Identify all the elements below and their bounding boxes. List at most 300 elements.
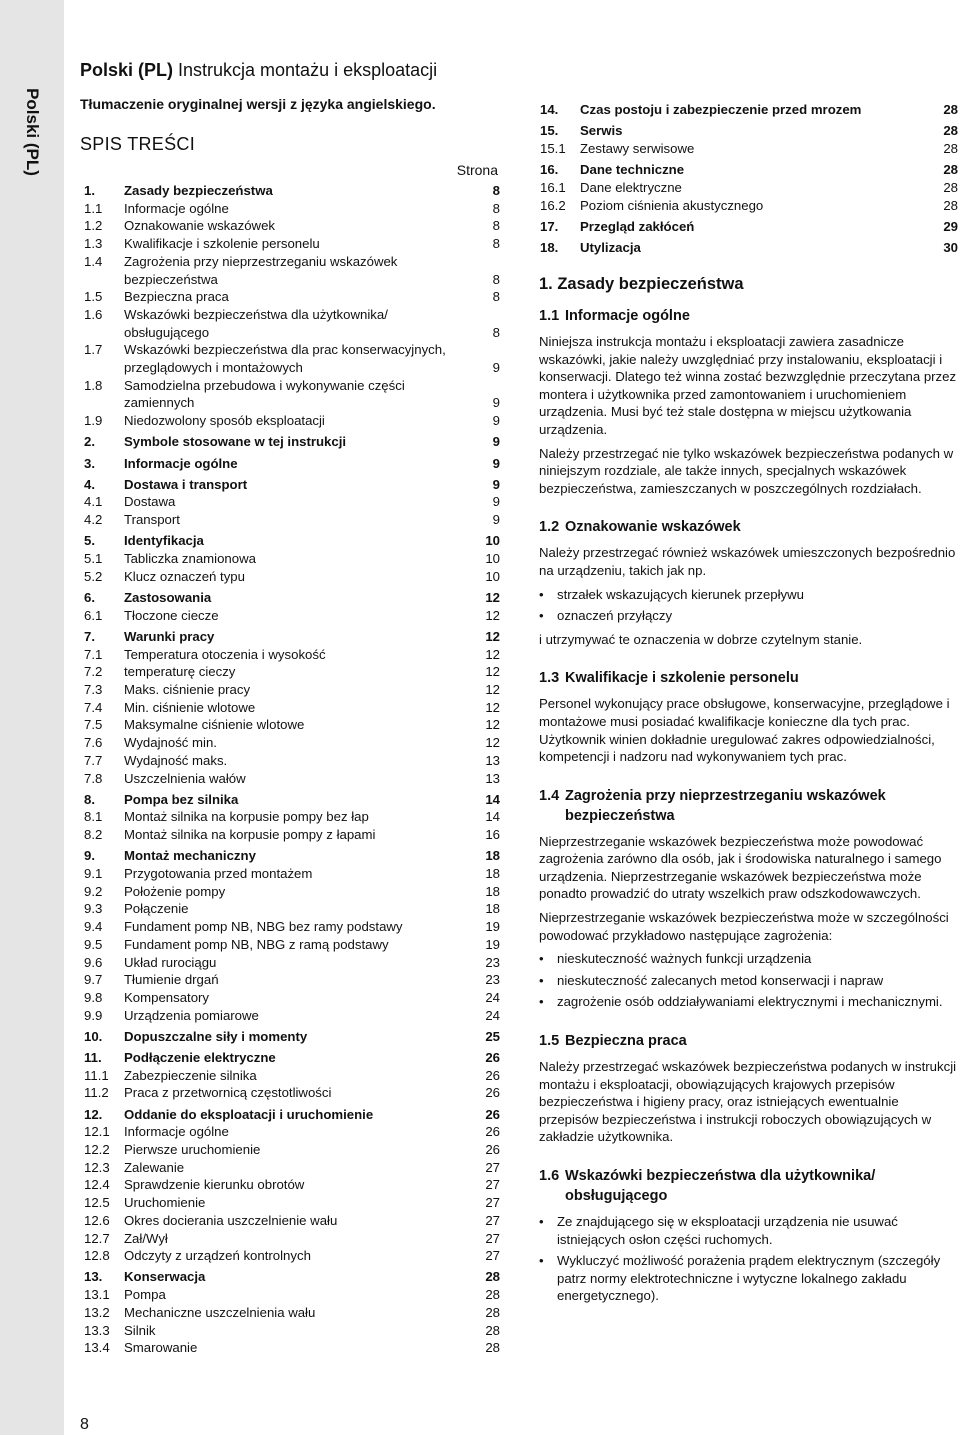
- toc-entry-number: 12.: [84, 1106, 103, 1122]
- toc-entry-title: Urządzenia pomiarowe: [124, 1007, 259, 1023]
- toc-entry-title: Wydajność min.: [124, 735, 217, 751]
- toc-entry-page: 12: [485, 589, 500, 605]
- subsection-heading: [539, 786, 957, 826]
- toc-entry-title: Dostawa i transport: [124, 476, 248, 492]
- toc-entry: [540, 101, 958, 119]
- toc-entry: [84, 1194, 500, 1212]
- toc-entry: [540, 179, 958, 197]
- toc-entry-number: 6.: [84, 589, 95, 605]
- toc-entry: [84, 1247, 500, 1265]
- toc-entry-page: 12: [485, 681, 500, 697]
- toc-entry-title: Zastosowania: [124, 589, 212, 605]
- toc-entry: [84, 550, 500, 568]
- toc-entry: [84, 808, 500, 826]
- toc-entry: [84, 253, 500, 288]
- toc-entry-page: 14: [485, 809, 500, 825]
- toc-entry: [84, 936, 500, 954]
- toc-entry-number: 1.5: [84, 289, 103, 305]
- toc-entry-title: temperaturę cieczy: [124, 664, 236, 680]
- toc-entry-title: Niedozwolony sposób eksploatacji: [124, 413, 325, 429]
- toc-entry-number: 16.2: [540, 197, 566, 213]
- toc-entry-number: 9.3: [84, 901, 103, 917]
- subsection-number: 1.3: [539, 670, 560, 687]
- toc-entry-page: 18: [485, 866, 500, 882]
- bullet-list: [539, 586, 957, 625]
- toc-entry-title: Przegląd zakłóceń: [580, 218, 695, 234]
- toc-entry-number: 18.: [540, 239, 559, 255]
- toc-entry: [84, 200, 500, 218]
- toc-entry-number: 10.: [84, 1028, 103, 1044]
- toc-entry-title: Dane techniczne: [580, 162, 685, 178]
- toc-entry-number: 8.1: [84, 809, 103, 825]
- toc-entry-title: Montaż silnika na korpusie pompy z łapami: [124, 827, 376, 843]
- subsection-heading: [539, 517, 957, 537]
- toc-entry: [84, 455, 500, 473]
- toc-entry-title: Tłumienie drgań: [124, 972, 219, 988]
- toc-entry-page: 12: [485, 717, 500, 733]
- toc-entry-title: Min. ciśnienie wlotowe: [124, 699, 256, 715]
- toc-entry-page: 9: [492, 360, 500, 376]
- toc-entry-number: 16.1: [540, 179, 566, 195]
- toc-entry-number: 7.8: [84, 770, 103, 786]
- bullet-item: • Ze znajdującego się w eksploatacji urządzenia nie usuwać istniejących osłon części ruchomych.: [539, 1213, 957, 1248]
- toc-entry-title: Tabliczka znamionowa: [124, 551, 256, 567]
- toc-entry: [84, 1106, 500, 1124]
- toc-entry: [84, 1141, 500, 1159]
- toc-entry-page: 9: [492, 434, 500, 450]
- toc-entry: [84, 1067, 500, 1085]
- toc-entry-number: 9.7: [84, 972, 103, 988]
- paragraph: Należy przestrzegać wskazówek bezpieczeństwa podanych w instrukcji montażu i eksploatacji, obowiązujących krajowych przepisów bezpieczeństwa i higieny pracy, oraz istniejących ewentualnie przepisów bezpieczeństwa i instrukcji roboczych obowiązujących w zakładzie użytkownika.: [539, 1059, 957, 1145]
- toc-entry-title: Montaż mechaniczny: [124, 848, 256, 864]
- toc-entry-page: 12: [485, 735, 500, 751]
- toc-entry-page: 13: [485, 752, 500, 768]
- toc-entry-page: 28: [485, 1269, 500, 1285]
- toc-entry-page: 28: [485, 1322, 500, 1338]
- toc-entry-page: 9: [492, 413, 500, 429]
- toc-entry-page: 28: [485, 1304, 500, 1320]
- toc-entry-page: 8: [492, 218, 500, 234]
- toc-entry-title: Pompa bez silnika: [124, 791, 239, 807]
- toc-entry: [84, 412, 500, 430]
- toc-entry-number: 16.: [540, 162, 559, 178]
- toc-entry-title: Przygotowania przed montażem: [124, 866, 313, 882]
- toc-entry-page: 9: [492, 395, 500, 411]
- toc-entry-title: Mechaniczne uszczelnienia wału: [124, 1304, 316, 1320]
- bullet-list: [539, 950, 957, 1011]
- toc-entry: [84, 1049, 500, 1067]
- toc-entry-title: Informacje ogólne: [124, 1124, 229, 1140]
- toc-entry-number: 5.1: [84, 551, 103, 567]
- subsection-title: Zagrożenia przy nieprzestrzeganiu wskazówek bezpieczeństwa: [565, 787, 886, 824]
- toc-entry-title: Wskazówki bezpieczeństwa dla użytkownika/ obsługującego: [124, 306, 388, 340]
- toc-entry-page: 26: [485, 1106, 500, 1122]
- toc-entry: [540, 197, 958, 215]
- toc-entry: [84, 865, 500, 883]
- toc-entry-number: 1.6: [84, 306, 103, 322]
- toc-entry-number: 12.1: [84, 1124, 110, 1140]
- toc-entry-number: 1.7: [84, 342, 103, 358]
- subsection-heading: [539, 668, 957, 688]
- toc-entry: [540, 218, 958, 236]
- toc-entry-page: 29: [943, 218, 958, 234]
- toc-entry: [84, 182, 500, 200]
- toc-entry-page: 18: [485, 901, 500, 917]
- subsection-heading: [539, 306, 957, 326]
- toc-entry-number: 12.3: [84, 1159, 110, 1175]
- toc-entry: [84, 1268, 500, 1286]
- toc-entry-number: 2.: [84, 434, 95, 450]
- toc-entry-number: 1.9: [84, 413, 103, 429]
- toc-entry-page: 26: [485, 1142, 500, 1158]
- toc-entry: [84, 589, 500, 607]
- toc-entry-page: 12: [485, 646, 500, 662]
- toc-entry: [84, 1286, 500, 1304]
- toc-entry-page: 26: [485, 1050, 500, 1066]
- toc-page-column-label: Strona: [456, 162, 498, 178]
- toc-entry-number: 7.4: [84, 699, 103, 715]
- toc-entry: [84, 716, 500, 734]
- paragraph: Niniejsza instrukcja montażu i eksploatacji zawiera zasadnicze wskazówki, jakie należy uwzględniać przy instalowaniu, eksploatacji i konserwacji. Dlatego też winna zostać bezwzględnie przeczytana przez montera i użytkownika przed zamontowaniem i uruchomieniem urządzenia. Musi być też stale dostępna w miejscu użytkowania urządzenia.: [539, 334, 957, 437]
- toc-entry: [540, 239, 958, 257]
- toc-entry: [84, 847, 500, 865]
- toc-entry-title: Zagrożenia przy nieprzestrzeganiu wskazówek bezpieczeństwa: [124, 253, 398, 287]
- toc-entry-title: Podłączenie elektryczne: [124, 1050, 276, 1066]
- toc-entry: [84, 306, 500, 341]
- toc-entry-number: 12.6: [84, 1212, 110, 1228]
- toc-entry-page: 12: [485, 664, 500, 680]
- toc-entry-page: 18: [485, 883, 500, 899]
- toc-entry-number: 7.7: [84, 752, 103, 768]
- toc-entry-page: 13: [485, 770, 500, 786]
- toc-entry-page: 28: [943, 140, 958, 156]
- subsection-number: 1.6: [539, 1168, 560, 1184]
- toc-entry: [84, 288, 500, 306]
- toc-entry-title: Uszczelnienia wałów: [124, 770, 246, 786]
- toc-entry-title: Symbole stosowane w tej instrukcji: [124, 434, 347, 450]
- safety-content: [539, 274, 957, 1311]
- toc-entry-title: Położenie pompy: [124, 883, 226, 899]
- toc-entry-title: Zabezpieczenie silnika: [124, 1067, 257, 1083]
- toc-entry: [84, 235, 500, 253]
- toc-entry: [84, 826, 500, 844]
- toc-entry: [84, 607, 500, 625]
- toc-entry-title: Uruchomienie: [124, 1195, 206, 1211]
- toc-entry-title: Zasady bezpieczeństwa: [124, 183, 273, 198]
- toc-entry: [84, 646, 500, 664]
- toc-entry: [84, 900, 500, 918]
- toc-entry-number: 7.5: [84, 717, 103, 733]
- toc-entry-title: Pierwsze uruchomienie: [124, 1142, 261, 1158]
- bullet-item: • strzałek wskazujących kierunek przepływu: [539, 586, 957, 604]
- subsection-number: 1.5: [539, 1033, 560, 1050]
- toc-entry: [84, 628, 500, 646]
- toc-entry-number: 6.1: [84, 607, 103, 623]
- toc-entry-number: 12.5: [84, 1195, 110, 1211]
- toc-entry-page: 8: [492, 271, 500, 287]
- document-title-lang: Polski (PL): [80, 60, 174, 80]
- toc-entry-title: Warunki pracy: [124, 628, 215, 644]
- toc-entry-page: 12: [485, 699, 500, 715]
- toc-entry-page: 18: [485, 848, 500, 864]
- toc-entry: [540, 122, 958, 140]
- toc-entry-number: 12.7: [84, 1230, 110, 1246]
- toc-entry-title: Zestawy serwisowe: [580, 140, 695, 156]
- toc-right-column: [540, 101, 958, 257]
- toc-entry-title: Dane elektryczne: [580, 179, 682, 195]
- toc-entry-page: 28: [485, 1287, 500, 1303]
- toc-entry-page: 10: [485, 568, 500, 584]
- toc-entry-number: 5.2: [84, 568, 103, 584]
- toc-entry-page: 10: [485, 551, 500, 567]
- toc-entry: [84, 433, 500, 451]
- toc-entry-page: 28: [943, 162, 958, 178]
- bullet-item: • nieskuteczność ważnych funkcji urządzenia: [539, 950, 957, 968]
- toc-entry: [84, 217, 500, 235]
- toc-entry-page: 26: [485, 1067, 500, 1083]
- toc-entry-page: 10: [485, 533, 500, 549]
- paragraph: Nieprzestrzeganie wskazówek bezpieczeństwa może w szczególności powodować przykładowo następujące zagrożenia:: [539, 910, 949, 943]
- toc-entry-number: 9.6: [84, 954, 103, 970]
- toc-entry: [84, 1230, 500, 1248]
- toc-entry-number: 15.1: [540, 140, 566, 156]
- toc-entry: [84, 1007, 500, 1025]
- toc-entry-number: 12.2: [84, 1142, 110, 1158]
- toc-entry: [84, 532, 500, 550]
- toc-entry-number: 11.2: [84, 1085, 109, 1101]
- toc-entry-title: Poziom ciśnienia akustycznego: [580, 197, 764, 213]
- subsection-title: Kwalifikacje i szkolenie personelu: [565, 670, 799, 687]
- bullet-item: • nieskuteczność zalecanych metod konserwacji i napraw: [539, 972, 957, 990]
- toc-entry-number: 13.: [84, 1269, 103, 1285]
- bullet-item: • Wykluczyć możliwość porażenia prądem elektrycznym (szczegóły patrz normy elektrotechniczne i wytyczne lokalnego zakładu energetycznego).: [539, 1252, 957, 1305]
- toc-entry: [84, 699, 500, 717]
- toc-entry-page: 8: [492, 236, 500, 252]
- toc-entry: [84, 752, 500, 770]
- toc-entry-title: Bezpieczna praca: [124, 289, 229, 305]
- toc-entry-title: Fundament pomp NB, NBG bez ramy podstawy: [124, 919, 403, 935]
- toc-entry-number: 1.2: [84, 218, 103, 234]
- toc-entry-title: Praca z przetwornicą częstotliwości: [124, 1085, 332, 1101]
- document-title-text: Instrukcja montażu i eksploatacji: [173, 60, 438, 80]
- toc-entry-title: Czas postoju i zabezpieczenie przed mrozem: [580, 102, 862, 117]
- paragraph: Nieprzestrzeganie wskazówek bezpieczeństwa może powodować zagrożenia zarówno dla osób, jak i środowiska naturalnego i samego urządzenia. Nieprzestrzeganie wskazówek bezpieczeństwa może ponadto prowadzić do utraty wszelkich praw odszkodowawczych.: [539, 833, 942, 902]
- page-number: 8: [80, 1416, 89, 1433]
- toc-entry-page: 16: [485, 827, 500, 843]
- subsection-number: 1.2: [539, 519, 560, 536]
- toc-entry: [84, 1084, 500, 1102]
- toc-entry-page: 28: [943, 197, 958, 213]
- toc-entry-page: 26: [485, 1124, 500, 1140]
- toc-entry-number: 4.1: [84, 494, 103, 510]
- toc-entry-number: 5.: [84, 533, 95, 549]
- toc-entry: [540, 140, 958, 158]
- toc-entry-title: Montaż silnika na korpusie pompy bez łap: [124, 809, 369, 825]
- toc-entry-title: Wydajność maks.: [124, 752, 228, 768]
- subsection-title: Informacje ogólne: [565, 308, 690, 324]
- toc-entry-title: Oddanie do eksploatacji i uruchomienie: [124, 1106, 374, 1122]
- toc-entry-title: Temperatura otoczenia i wysokość: [124, 646, 326, 662]
- toc-entry-number: 9.: [84, 848, 95, 864]
- toc-entry-title: Pompa: [124, 1287, 166, 1303]
- toc-entry-title: Oznakowanie wskazówek: [124, 218, 275, 234]
- toc-entry-title: Silnik: [124, 1322, 156, 1338]
- toc-entry: [84, 918, 500, 936]
- subsection-title: Bezpieczna praca: [565, 1033, 687, 1050]
- subsection-number: 1.4: [539, 787, 560, 804]
- toc-entry: [84, 1176, 500, 1194]
- language-tab-label: Polski (PL): [23, 88, 42, 176]
- paragraph: i utrzymywać te oznaczenia w dobrze czytelnym stanie.: [539, 631, 863, 647]
- toc-entry-page: 8: [492, 183, 500, 198]
- toc-entry-page: 27: [485, 1212, 500, 1228]
- toc-entry: [84, 681, 500, 699]
- toc-entry-number: 12.4: [84, 1177, 110, 1193]
- subsection-title: Oznakowanie wskazówek: [565, 519, 741, 536]
- toc-entry-page: 19: [485, 936, 500, 952]
- translation-note: Tłumaczenie oryginalnej wersji z języka angielskiego.: [80, 96, 436, 112]
- toc-entry-title: Tłoczone ciecze: [124, 607, 219, 623]
- subsection-title: Wskazówki bezpieczeństwa dla użytkownika/ obsługującego: [565, 1168, 876, 1204]
- toc-entry-page: 14: [485, 791, 500, 807]
- toc-entry-page: 27: [485, 1177, 500, 1193]
- toc-entry-page: 9: [492, 494, 500, 510]
- toc-entry-title: Samodzielna przebudowa i wykonywanie części zamiennych: [124, 377, 405, 411]
- toc-entry-page: 27: [485, 1195, 500, 1211]
- toc-entry-page: 23: [485, 972, 500, 988]
- toc-entry-number: 9.1: [84, 866, 103, 882]
- document-title: [80, 60, 437, 81]
- bullet-item: • zagrożenie osób oddziaływaniami elektrycznymi i mechanicznymi.: [539, 993, 957, 1011]
- toc-entry-number: 9.2: [84, 883, 103, 899]
- toc-entry-number: 13.3: [84, 1322, 110, 1338]
- toc-entry-page: 9: [492, 512, 500, 528]
- toc-entry-number: 11.1: [84, 1067, 109, 1083]
- paragraph: Należy przestrzegać nie tylko wskazówek bezpieczeństwa podanych w niniejszym rozdziale, ale także innych, specjalnych wskazówek bezpieczeństwa, zamieszczanych w poszczególnych rozdziałach.: [539, 445, 954, 496]
- toc-entry: [84, 791, 500, 809]
- toc-entry-page: 30: [943, 239, 958, 255]
- toc-entry-number: 3.: [84, 455, 95, 471]
- toc-entry-page: 27: [485, 1230, 500, 1246]
- toc-entry-page: 27: [485, 1159, 500, 1175]
- toc-entry-title: Sprawdzenie kierunku obrotów: [124, 1177, 305, 1193]
- toc-entry-number: 15.: [540, 123, 559, 139]
- paragraph: Personel wykonujący prace obsługowe, konserwacyjne, przeglądowe i montażowe musi posiadać kwalifikacje konieczne dla tych prac. Użytkownik winien dokładnie uregulować zakres odpowiedzialności, kompetencji i nadzoru nad wykonywaniem tych prac.: [539, 696, 950, 765]
- toc-entry-page: 19: [485, 919, 500, 935]
- toc-entry: [84, 377, 500, 412]
- toc-entry-title: Kompensatory: [124, 989, 210, 1005]
- toc-entry-number: 17.: [540, 218, 559, 234]
- toc-entry: [84, 954, 500, 972]
- toc-entry-title: Transport: [124, 512, 180, 528]
- subsection-heading: [539, 1166, 957, 1206]
- toc-entry-title: Maksymalne ciśnienie wlotowe: [124, 717, 305, 733]
- toc-entry: [84, 1304, 500, 1322]
- toc-entry-number: 9.5: [84, 936, 103, 952]
- toc-entry: [84, 1322, 500, 1340]
- toc-entry-title: Okres docierania uszczelnienie wału: [124, 1212, 338, 1228]
- toc-entry-title: Serwis: [580, 123, 623, 139]
- toc-entry-title: Konserwacja: [124, 1269, 206, 1285]
- toc-entry-title: Odczyty z urządzeń kontrolnych: [124, 1248, 311, 1264]
- toc-entry-page: 12: [485, 628, 500, 644]
- toc-entry-title: Identyfikacja: [124, 533, 204, 549]
- toc-entry-page: 8: [492, 289, 500, 305]
- toc-entry: [540, 161, 958, 179]
- bullet-list: [539, 1213, 957, 1305]
- toc-entry-page: 28: [943, 123, 958, 139]
- toc-entry-number: 14.: [540, 102, 559, 117]
- toc-entry: [84, 1123, 500, 1141]
- toc-entry: [84, 1212, 500, 1230]
- toc-entry: [84, 734, 500, 752]
- toc-entry: [84, 568, 500, 586]
- toc-entry: [84, 770, 500, 788]
- toc-entry-page: 25: [485, 1028, 500, 1044]
- toc-entry: [84, 883, 500, 901]
- toc-entry: [84, 493, 500, 511]
- toc-entry-number: 8.: [84, 791, 95, 807]
- toc-entry: [84, 1028, 500, 1046]
- toc-entry-title: Kwalifikacje i szkolenie personelu: [124, 236, 320, 252]
- toc-entry-page: 9: [492, 476, 500, 492]
- toc-entry: [84, 989, 500, 1007]
- subsection-heading: [539, 1031, 957, 1051]
- toc-entry-page: 27: [485, 1248, 500, 1264]
- language-side-tab: [0, 0, 64, 1435]
- toc-entry-page: 28: [943, 102, 958, 117]
- toc-entry-number: 7.1: [84, 646, 103, 662]
- toc-entry-number: 4.2: [84, 512, 103, 528]
- toc-entry-title: Dopuszczalne siły i momenty: [124, 1028, 308, 1044]
- toc-entry-title: Utylizacja: [580, 239, 641, 255]
- toc-entry-page: 24: [485, 989, 500, 1005]
- toc-entry-number: 1.8: [84, 377, 103, 393]
- toc-entry-number: 12.8: [84, 1248, 110, 1264]
- toc-entry-page: 26: [485, 1085, 500, 1101]
- toc-entry-number: 1.1: [84, 200, 103, 216]
- toc-entry-page: 24: [485, 1007, 500, 1023]
- toc-entry: [84, 971, 500, 989]
- toc-entry-page: 28: [943, 179, 958, 195]
- toc-entry-number: 13.2: [84, 1304, 110, 1320]
- toc-entry-number: 9.4: [84, 919, 103, 935]
- toc-entry-number: 1.: [84, 183, 95, 198]
- toc-entry: [84, 663, 500, 681]
- toc-entry-title: Dostawa: [124, 494, 176, 510]
- toc-entry-page: 23: [485, 954, 500, 970]
- toc-entry-number: 8.2: [84, 827, 103, 843]
- paragraph: Należy przestrzegać również wskazówek umieszczonych bezpośrednio na urządzeniu, takich jak np.: [539, 545, 956, 578]
- toc-entry-number: 9.9: [84, 1007, 103, 1023]
- toc-entry-title: Połączenie: [124, 901, 189, 917]
- toc-entry-number: 13.4: [84, 1340, 110, 1356]
- toc-entry-title: Wskazówki bezpieczeństwa dla prac konserwacyjnych, przeglądowych i montażowych: [124, 342, 446, 376]
- toc-entry-title: Zalewanie: [124, 1159, 185, 1175]
- toc-heading: SPIS TREŚCI: [80, 134, 196, 154]
- toc-entry-title: Smarowanie: [124, 1340, 198, 1356]
- toc-entry-title: Maks. ciśnienie pracy: [124, 681, 251, 697]
- toc-entry: [84, 476, 500, 494]
- toc-entry-number: 7.: [84, 628, 95, 644]
- toc-entry-title: Klucz oznaczeń typu: [124, 568, 245, 584]
- toc-entry-number: 1.4: [84, 253, 103, 269]
- toc-entry-number: 9.8: [84, 989, 103, 1005]
- toc-entry: [84, 1159, 500, 1177]
- toc-entry-number: 1.3: [84, 236, 103, 252]
- section-heading: 1. Zasady bezpieczeństwa: [539, 275, 744, 293]
- toc-left-column: [84, 182, 500, 1357]
